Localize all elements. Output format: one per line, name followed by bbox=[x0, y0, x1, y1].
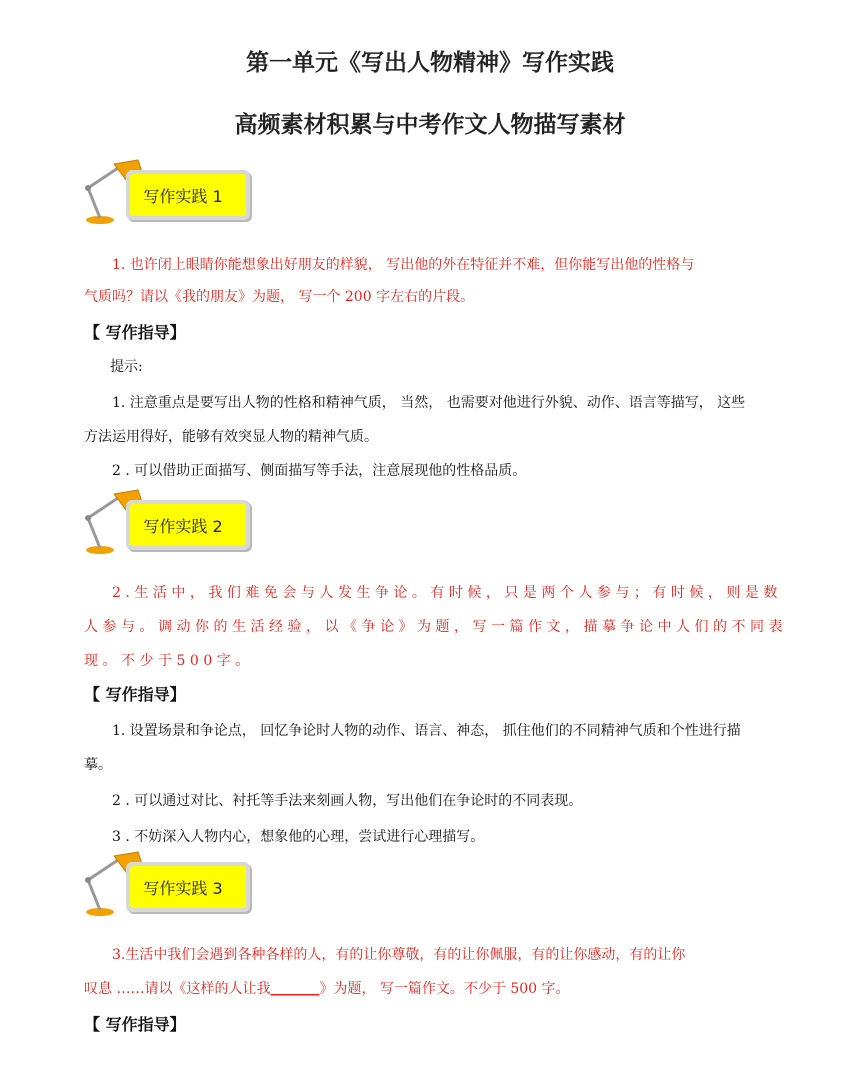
practice-badge-3 bbox=[78, 850, 258, 920]
tip-1-1-line-2: 方法运用得好，能够有效突显人物的精神气质。 bbox=[84, 429, 378, 445]
practice-badge-2 bbox=[78, 488, 258, 558]
guide-heading-3: 【 写作指导】 bbox=[84, 1015, 186, 1034]
tip-2-1-line-2: 摹。 bbox=[84, 757, 112, 773]
badge-label: 写作实践 3 bbox=[130, 866, 246, 908]
tip-2-1-line-1: 1. 设置场景和争论点， 回忆争论时人物的动作、语言、神态， 抓住他们的不同精神气质和个性进行描 bbox=[112, 723, 741, 739]
badge-label: 写作实践 2 bbox=[130, 504, 246, 546]
badge-label: 写作实践 1 bbox=[130, 174, 246, 216]
fill-in-blank: _______ bbox=[270, 981, 320, 997]
guide-heading-1: 【 写作指导】 bbox=[84, 323, 186, 342]
prompt-2-line-1: 2.生活中，我们难免会与人发生争论。有时候，只是两个人参与；有时候，则是数 bbox=[112, 585, 782, 601]
guide-heading-2: 【 写作指导】 bbox=[84, 685, 186, 704]
tip-2-3: 3 . 不妨深入人物内心，想象他的心理，尝试进行心理描写。 bbox=[112, 829, 485, 845]
prompt-3-line-2 bbox=[84, 978, 570, 998]
document-subtitle: 高频素材积累与中考作文人物描写素材 bbox=[234, 112, 626, 138]
prompt-1-line-1: 1. 也许闭上眼睛你能想象出好朋友的样貌， 写出他的外在特征并不难，但你能写出他的性格与 bbox=[112, 257, 695, 273]
document-title: 第一单元《写出人物精神》写作实践 bbox=[246, 50, 614, 76]
prompt-3-text-b: 》为题， 写一篇作文。不少于 500 字。 bbox=[319, 981, 570, 997]
prompt-1-line-2: 气质吗？请以《我的朋友》为题， 写一个 200 字左右的片段。 bbox=[84, 289, 475, 305]
prompt-3-text-a: 叹息 ……请以《这样的人让我 bbox=[84, 981, 271, 997]
tip-1-1-line-1: 1. 注意重点是要写出人物的性格和精神气质， 当然， 也需要对他进行外貌、动作、语言等描写， 这些 bbox=[112, 395, 746, 411]
tip-1-2: 2 . 可以借助正面描写、侧面描写等手法，注意展现他的性格品质。 bbox=[112, 463, 527, 479]
practice-badge-1 bbox=[78, 158, 258, 228]
tip-2-2: 2 . 可以通过对比、衬托等手法来刻画人物，写出他们在争论时的不同表现。 bbox=[112, 793, 583, 809]
hint-label: 提示: bbox=[110, 359, 143, 375]
prompt-3-line-1: 3.生活中我们会遇到各种各样的人，有的让你尊敬，有的让你佩服，有的让你感动，有的让你 bbox=[112, 947, 686, 963]
prompt-2-line-3: 现。不少于500字。 bbox=[84, 653, 254, 669]
prompt-2-line-2: 人参与。调动你的生活经验，以《争论》为题，写一篇作文，描摹争论中人们的不同表 bbox=[84, 619, 787, 635]
